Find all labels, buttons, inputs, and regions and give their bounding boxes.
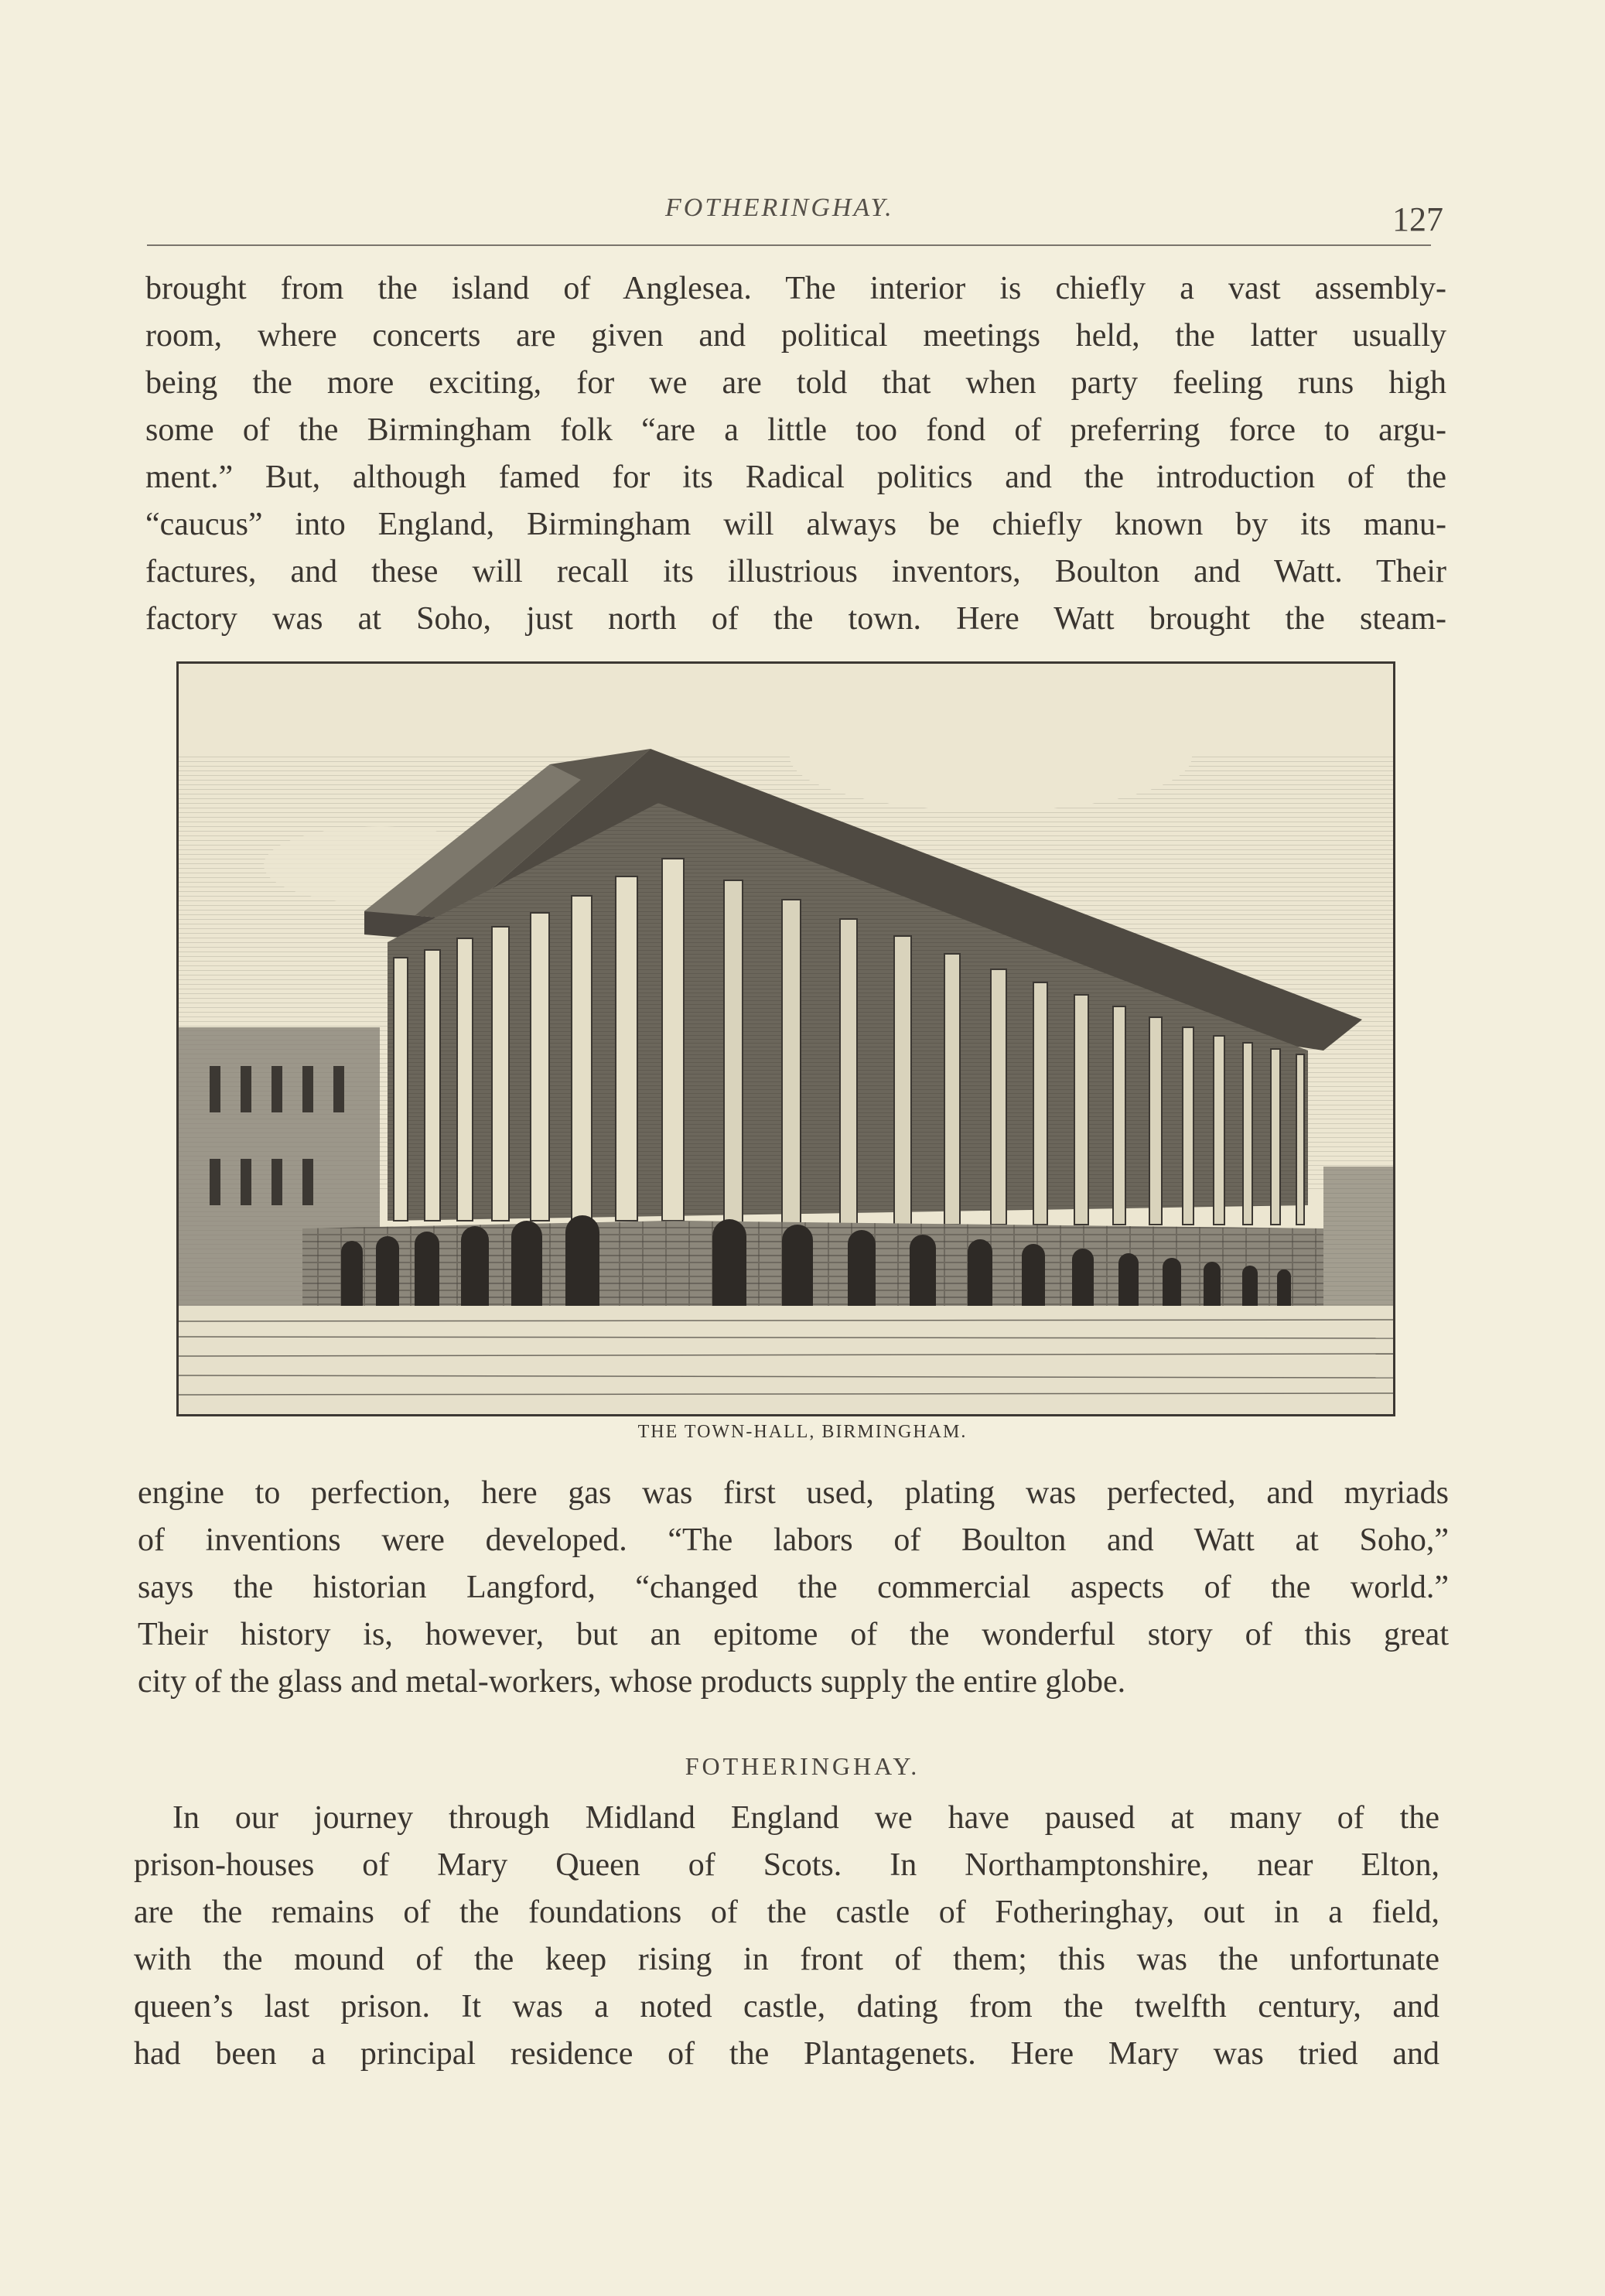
text-line: had been a principal residence of the Plantagenets. Here Mary was tried and: [134, 2036, 1439, 2072]
page-number: 127: [1392, 200, 1443, 238]
text-line: room, where concerts are given and political meetings held, the latter usually: [145, 318, 1446, 354]
paragraph-3: [134, 1795, 1439, 2078]
text-line: city of the glass and metal-workers, whose products supply the entire globe.: [138, 1664, 1126, 1700]
text-line: ment.” But, although famed for its Radical politics and the introduction of the: [145, 460, 1446, 495]
text-line: are the remains of the foundations of the castle of Fotheringhay, out in a field,: [134, 1895, 1439, 1930]
town-hall-engraving: [176, 661, 1395, 1416]
paragraph-1: [145, 265, 1446, 643]
running-header: [0, 193, 1605, 238]
text-line: some of the Birmingham folk “are a little too fond of preferring force to argu-: [145, 412, 1446, 448]
text-line: Their history is, however, but an epitome of the wonderful story of this great: [138, 1617, 1449, 1652]
engraving-illustration: [179, 664, 1393, 1414]
text-line: of inventions were developed. “The labors of Boulton and Watt at Soho,”: [138, 1522, 1449, 1558]
text-line: factures, and these will recall its illustrious inventors, Boulton and Watt. Their: [145, 554, 1446, 589]
text-line: factory was at Soho, just north of the town. Here Watt brought the steam-: [145, 601, 1446, 637]
header-rule: [147, 244, 1431, 246]
running-title: FOTHERINGHAY.: [665, 193, 894, 222]
text-line: engine to perfection, here gas was first used, plating was perfected, and myriads: [138, 1475, 1449, 1511]
figure-caption: THE TOWN-HALL, BIRMINGHAM.: [637, 1422, 968, 1442]
text-line: with the mound of the keep rising in front of them; this was the unfortunate: [134, 1942, 1439, 1977]
text-line: being the more exciting, for we are told that when party feeling runs high: [145, 365, 1446, 401]
text-line: In our journey through Midland England we have paused at many of the: [172, 1800, 1439, 1836]
paragraph-2: [138, 1470, 1449, 1706]
text-line: queen’s last prison. It was a noted castle, dating from the twelfth century, and: [134, 1989, 1439, 2024]
text-line: says the historian Langford, “changed the commercial aspects of the world.”: [138, 1570, 1449, 1605]
text-line: prison-houses of Mary Queen of Scots. In Northamptonshire, near Elton,: [134, 1847, 1439, 1883]
text-line: brought from the island of Anglesea. The interior is chiefly a vast assembly-: [145, 271, 1446, 306]
section-heading: FOTHERINGHAY.: [685, 1752, 920, 1780]
text-line: “caucus” into England, Birmingham will always be chiefly known by its manu-: [145, 507, 1446, 542]
